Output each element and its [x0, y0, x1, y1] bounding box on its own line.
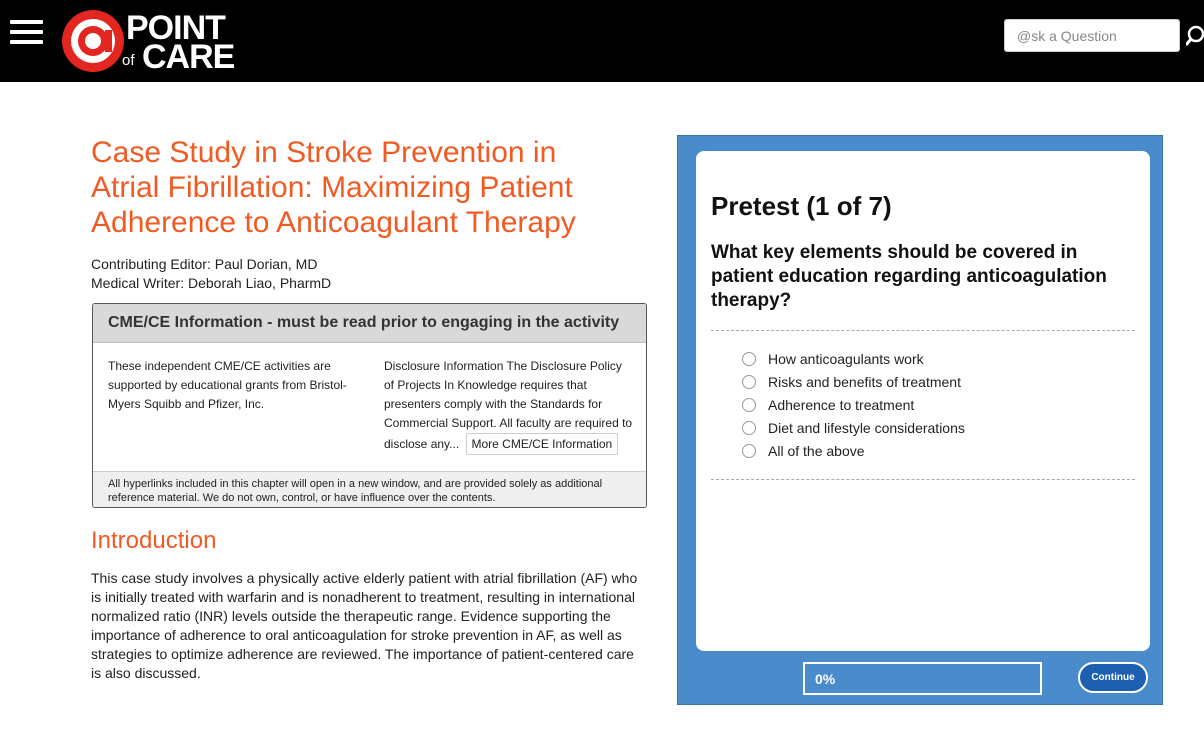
radio-button-icon[interactable] — [742, 421, 756, 435]
hamburger-menu-icon[interactable] — [10, 20, 43, 44]
ask-question-input[interactable] — [1004, 19, 1180, 52]
progress-bar — [803, 662, 1042, 695]
introduction-heading: Introduction — [91, 527, 217, 554]
contributing-editor: Contributing Editor: Paul Dorian, MD — [91, 256, 318, 272]
pretest-question: What key elements should be covered in patient education regarding anticoagulation therapy? — [711, 242, 1107, 311]
cme-body — [93, 343, 646, 471]
progress-label: 0% — [815, 671, 836, 687]
pretest-panel — [677, 135, 1163, 705]
answer-option[interactable] — [742, 370, 965, 393]
answer-option-label: Diet and lifestyle considerations — [768, 419, 965, 436]
search-icon[interactable] — [1186, 25, 1204, 47]
radio-button-icon[interactable] — [742, 444, 756, 458]
page-title: Case Study in Stroke Prevention in Atrial Fibrillation: Maximizing Patient Adherence to Anticoagulant Therapy — [91, 136, 576, 239]
radio-button-icon[interactable] — [742, 398, 756, 412]
radio-button-icon[interactable] — [742, 352, 756, 366]
answer-option[interactable] — [742, 347, 965, 370]
logo-text-of: of — [122, 52, 135, 69]
logo-text-point: POINT — [126, 9, 225, 47]
point-of-care-logo[interactable] — [60, 8, 250, 74]
pretest-card — [696, 151, 1150, 651]
top-navigation-bar — [0, 0, 1204, 82]
radio-button-icon[interactable] — [742, 375, 756, 389]
answer-option-label: Risks and benefits of treatment — [768, 373, 961, 390]
logo-text-care: CARE — [142, 38, 235, 76]
introduction-text: This case study involves a physically active elderly patient with atrial fibrillation (AF) who is initially treated with warfarin and is nonadherent to treatment, resulting in international normalized ratio (INR) levels outside the therapeutic range. Evidence supporting the importance of adherence to oral anticoagulation for stroke prevention in AF, as well as strategies to optimize adherence are reviewed. The importance of patient-centered care is also discussed. — [91, 570, 638, 681]
answer-option-label: How anticoagulants work — [768, 350, 924, 367]
answer-option-label: Adherence to treatment — [768, 396, 915, 413]
answer-option[interactable] — [742, 416, 965, 439]
cme-support-text: These independent CME/CE activities are supported by educational grants from Bristol-Myers Squibb and Pfizer, Inc. — [108, 359, 347, 411]
answer-option[interactable] — [742, 439, 965, 462]
cme-disclosure — [384, 357, 634, 455]
cme-heading: CME/CE Information - must be read prior to engaging in the activity — [93, 304, 646, 343]
divider — [711, 330, 1135, 331]
more-cme-information-button[interactable]: More CME/CE Information — [466, 433, 619, 455]
cme-disclosure-text: Disclosure Information The Disclosure Policy of Projects In Knowledge requires that presenters comply with the Standards for Commercial Support. All faculty are required to disclose any... — [384, 359, 633, 451]
answer-option-label: All of the above — [768, 442, 865, 459]
medical-writer: Medical Writer: Deborah Liao, PharmD — [91, 275, 332, 291]
divider — [711, 479, 1135, 480]
cme-information-box — [92, 303, 647, 508]
continue-button[interactable]: Continue — [1078, 662, 1148, 693]
answer-option[interactable] — [742, 393, 965, 416]
cme-footer-note: All hyperlinks included in this chapter will open in a new window, and are provided solely as additional reference material. We do not own, control, or have influence over the contents. — [93, 471, 646, 508]
pretest-title: Pretest (1 of 7) — [711, 191, 892, 221]
at-sign-logo-icon — [60, 8, 126, 74]
answer-options — [742, 347, 965, 462]
article-credits — [91, 255, 331, 293]
